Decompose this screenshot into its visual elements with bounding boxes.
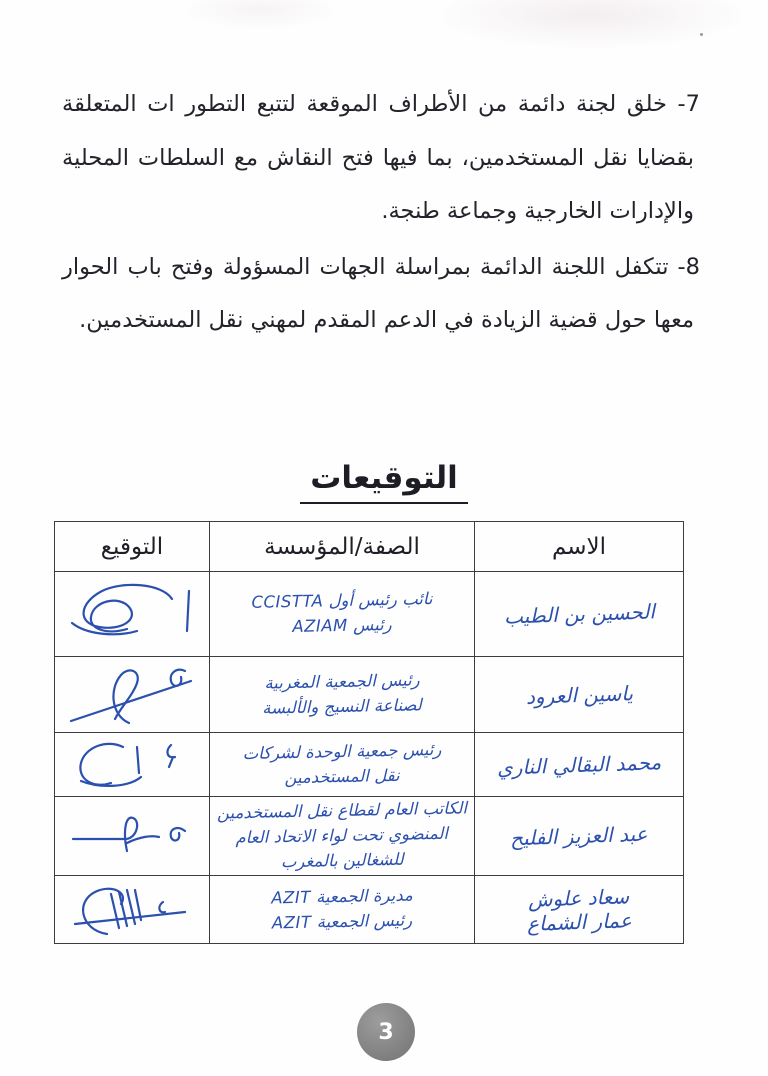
- scan-smudge: [180, 0, 340, 30]
- table-header-row: [55, 522, 684, 572]
- paragraph-7: 7- خلق لجنة دائمة من الأطراف الموقعة لتتبع التطور ات المتعلقة بقضايا نقل المستخدمين، بما فيها فتح النقاش مع السلطات المحلية والإدارات الخارجية وجماعة طنجة.: [62, 91, 700, 225]
- role-cell: رئيس جمعية الوحدة لشركات نقل المستخدمين: [210, 733, 475, 797]
- header-signature: التوقيع: [55, 522, 210, 572]
- signature-cell: [55, 797, 210, 876]
- signature-cell: [55, 876, 210, 944]
- body-text: [62, 78, 700, 350]
- header-role: الصفة/المؤسسة: [210, 522, 475, 572]
- name-cell: محمد البقالي الناري: [475, 733, 684, 797]
- signature-cell: [55, 733, 210, 797]
- table-row: [55, 797, 684, 876]
- table-row: [55, 572, 684, 657]
- signature-scribble: [67, 880, 197, 940]
- signature-cell: [55, 657, 210, 733]
- name-cell: عبد العزيز الفليح: [475, 797, 684, 876]
- signature-scribble: [67, 663, 197, 727]
- signature-cell: [55, 572, 210, 657]
- name-cell: سعاد علوش عمار الشماع: [475, 876, 684, 944]
- signatures-table: [54, 521, 684, 944]
- table-row: [55, 733, 684, 797]
- scan-dot: [700, 33, 703, 36]
- name-cell: الحسين بن الطيب: [475, 572, 684, 657]
- table-row: [55, 876, 684, 944]
- paragraph-8: 8- تتكفل اللجنة الدائمة بمراسلة الجهات المسؤولة وفتح باب الحوار معها حول قضية الزيادة في الدعم المقدم لمهني نقل المستخدمين.: [62, 253, 700, 334]
- signature-scribble: [67, 737, 197, 793]
- signature-scribble: [67, 579, 197, 649]
- header-name: الاسم: [475, 522, 684, 572]
- table-row: [55, 657, 684, 733]
- role-cell: نائب رئيس أول CCISTTA رئيس AZIAM: [210, 572, 475, 657]
- role-cell: رئيس الجمعية المغربية لصناعة النسيج والألبسة: [210, 657, 475, 733]
- role-cell: الكاتب العام لقطاع نقل المستخدمين المنضوي تحت لواء الاتحاد العام للشغالين بالمغرب: [210, 797, 475, 876]
- page-number-badge: 3: [357, 1003, 415, 1061]
- scan-smudge: [430, 0, 750, 50]
- signatures-heading: التوقيعات: [0, 460, 768, 504]
- signature-scribble: [67, 809, 197, 863]
- name-cell: ياسين العرود: [475, 657, 684, 733]
- role-cell: مديرة الجمعية AZIT رئيس الجمعية AZIT: [210, 876, 475, 944]
